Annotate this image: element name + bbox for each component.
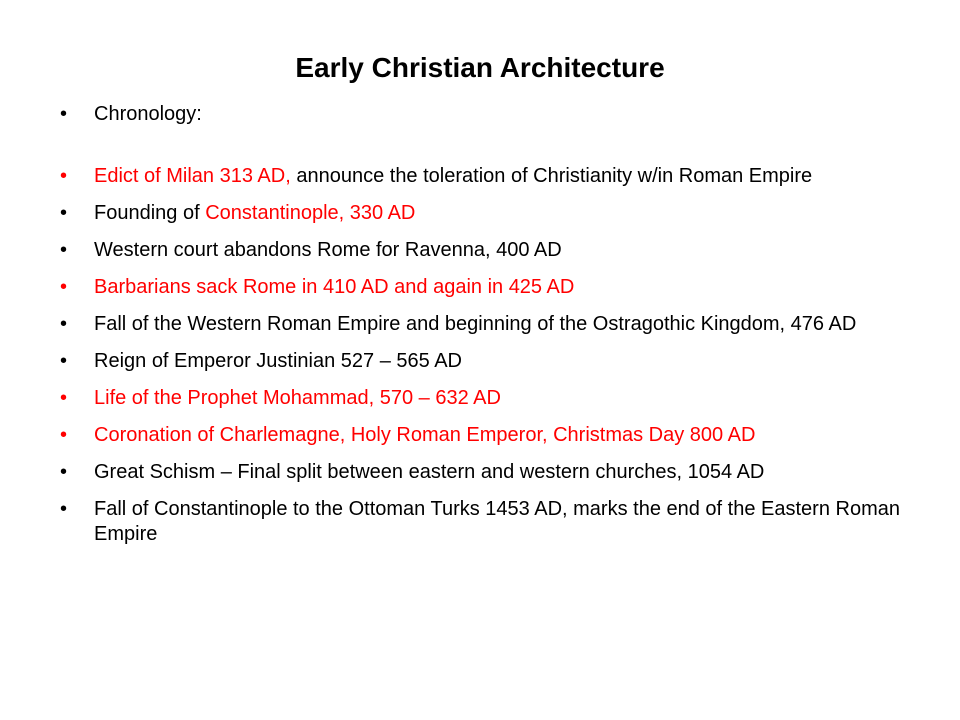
bullet-item [60, 201, 910, 226]
bullet-text: Chronology: [94, 103, 202, 125]
bullet-text: Western court abandons Rome for Ravenna, 400 AD [94, 239, 562, 261]
bullet-marker: • [60, 202, 68, 224]
bullet-marker: • [60, 387, 68, 409]
bullet-marker: • [60, 313, 68, 335]
bullet-marker: • [60, 461, 68, 483]
bullet-text: Reign of Emperor Justinian 527 – 565 AD [94, 350, 462, 372]
bullet-text: Edict of Milan 313 AD, [94, 165, 291, 187]
bullet-text: Great Schism – Final split between eastern and western churches, 1054 AD [94, 461, 765, 483]
bullet-text: Barbarians sack Rome in 410 AD and again in 425 AD [94, 276, 575, 298]
bullet-item [60, 349, 910, 374]
bullet-item [60, 497, 910, 547]
bullet-text: Life of the Prophet Mohammad, 570 – 632 AD [94, 387, 501, 409]
bullet-marker: • [60, 239, 68, 261]
bullet-item [60, 238, 910, 263]
slide-title: Early Christian Architecture [295, 52, 665, 83]
bullet-item [60, 460, 910, 485]
bullet-text: Coronation of Charlemagne, Holy Roman Emperor, Christmas Day 800 AD [94, 424, 756, 446]
bullet-marker: • [60, 350, 68, 372]
bullet-list [60, 102, 910, 559]
bullet-marker: • [60, 276, 68, 298]
bullet-item [60, 102, 910, 127]
bullet-marker: • [60, 424, 68, 446]
bullet-item [60, 423, 910, 448]
bullet-item [60, 275, 910, 300]
bullet-item [60, 386, 910, 411]
bullet-text: Constantinople, 330 AD [205, 202, 416, 224]
bullet-marker: • [60, 165, 68, 187]
bullet-text: Fall of Constantinople to the Ottoman Turks 1453 AD, marks the end of the Eastern Roman Empire [94, 498, 900, 545]
bullet-item [60, 312, 910, 337]
bullet-marker: • [60, 498, 68, 520]
bullet-text: announce the toleration of Christianity w/in Roman Empire [290, 165, 813, 187]
bullet-text: Fall of the Western Roman Empire and beginning of the Ostragothic Kingdom, 476 AD [94, 313, 857, 335]
bullet-item [60, 164, 910, 189]
bullet-marker: • [60, 103, 68, 125]
bullet-text: Founding of [94, 202, 206, 224]
